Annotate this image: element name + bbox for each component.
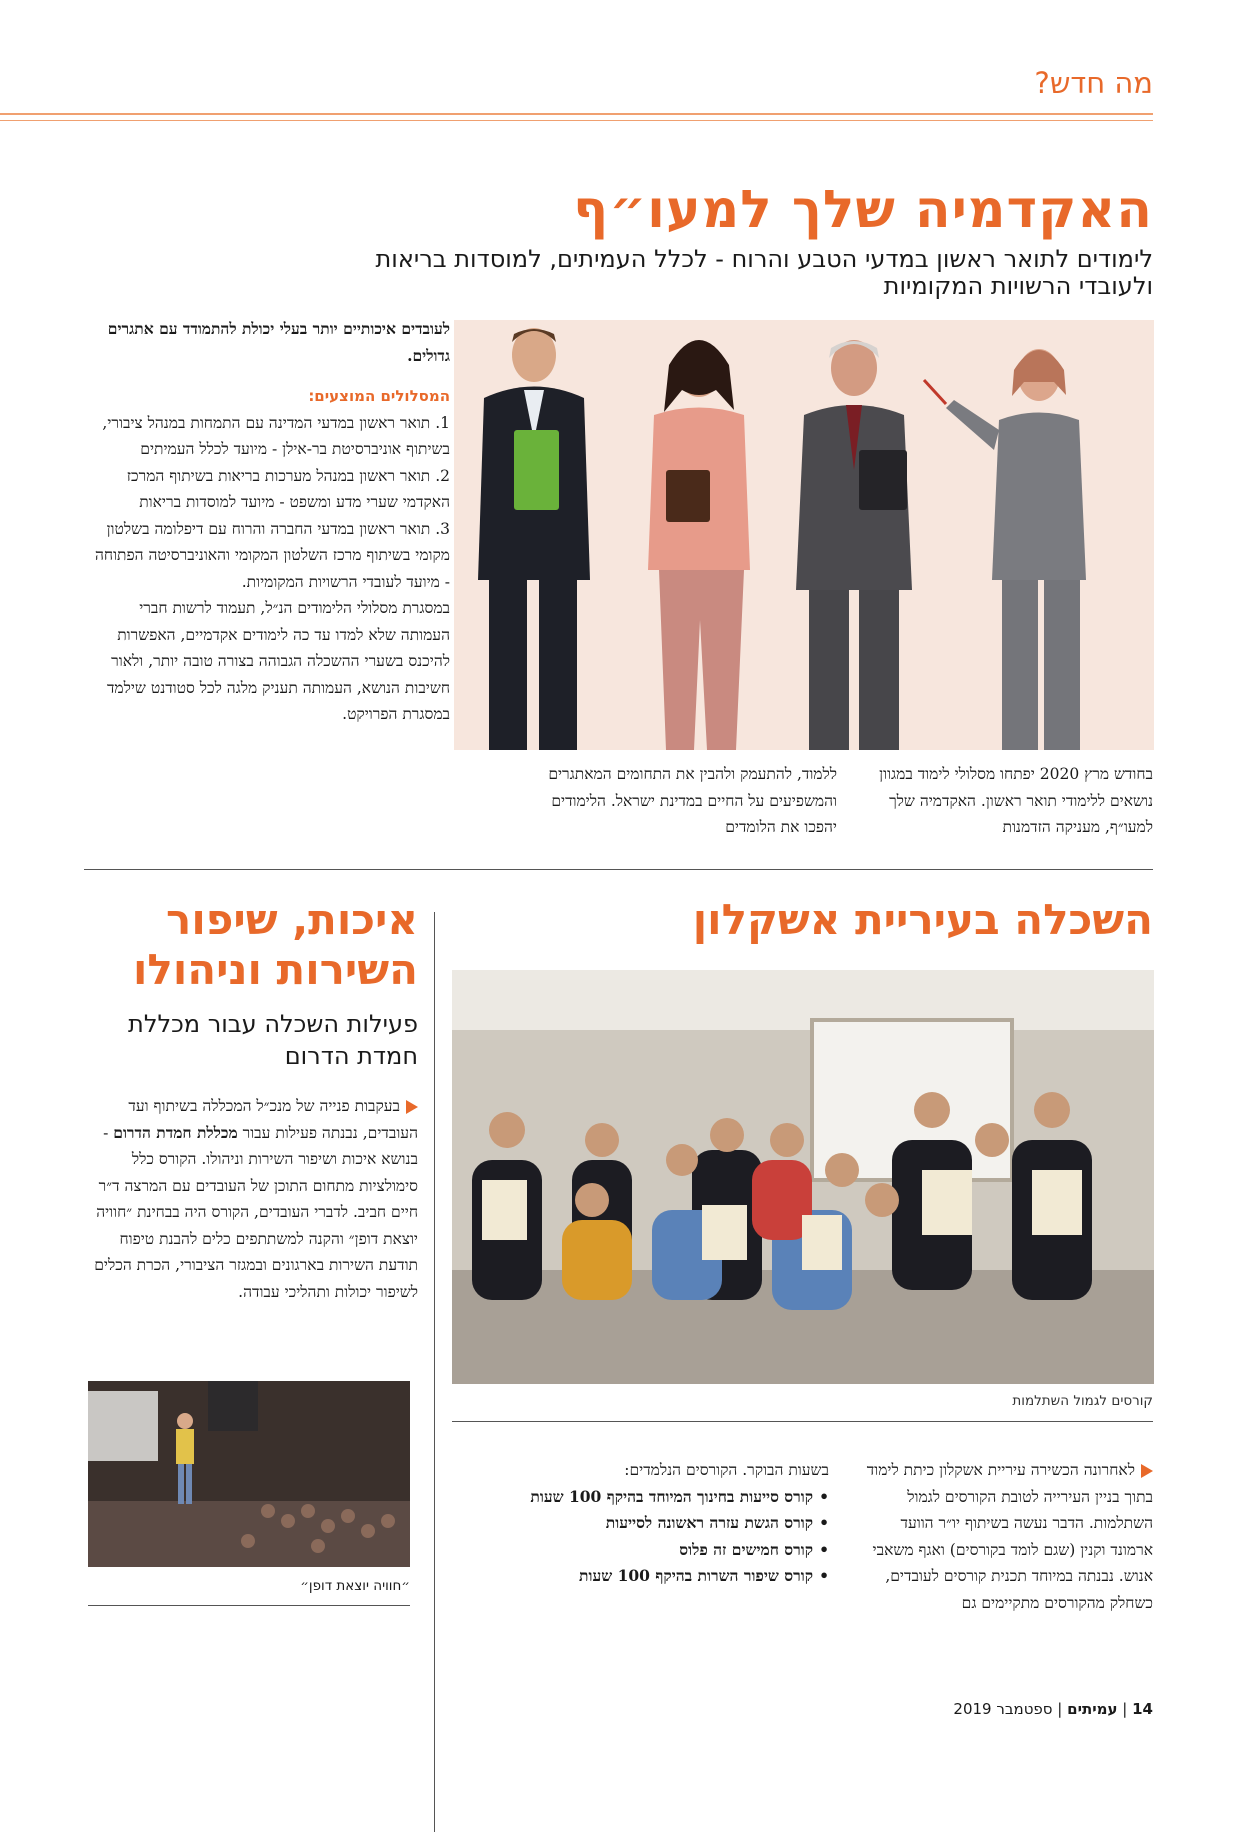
- list-item: • קורס הגשת עזרה ראשונה לסייעות: [529, 1510, 829, 1537]
- lecture-photo: [88, 1381, 410, 1567]
- header-rule: [0, 113, 1153, 115]
- page-number: 14: [1132, 1700, 1153, 1718]
- page-footer: [953, 1700, 1153, 1718]
- photo-caption: ״חוויה יוצאת דופן״: [300, 1578, 410, 1594]
- column-separator: [434, 912, 435, 1832]
- quality-body-bold: מכללת חמדת הדרום: [113, 1122, 238, 1142]
- sidebar-intro: לעובדים איכותיים יותר בעלי יכולת להתמודד עם אתגרים גדולים.: [107, 319, 450, 365]
- courses-intro: בשעות הבוקר. הקורסים הנלמדים:: [624, 1461, 829, 1479]
- track-item: 3. תואר ראשון במדעי החברה והרוח עם דיפלומה בשלטון מקומי בשיתוף מרכז השלטון המקומי והאוניברסיטה הפתוחה - מיועד לעובדי הרשויות המקומיות.: [95, 519, 450, 591]
- caption-rule: [452, 1421, 1153, 1422]
- course-list: [529, 1484, 829, 1590]
- sidebar-closing: במסגרת מסלולי הלימודים הנ״ל, תעמוד לרשות חברי העמותה שלא למדו עד כה לימודים אקדמיים, האפשרות להיכנס בשערי ההשכלה הגבוהה בצורה טובה יותר, ולאור חשיבות הנושא, העמותה תעניק מלגה לכל סטודנט שילמד במסגרת הפרויקט.: [106, 599, 450, 723]
- quality-body: [88, 1093, 418, 1305]
- quality-subtitle: פעילות השכלה עבור מכללת חמדת הדרום: [128, 1010, 418, 1070]
- article-body-middle: ללמוד, להתעמק ולהבין את התחומים המאתגרים והמשפיעים על החיים במדינת ישראל. הלימודים יהפכו את הלומדים: [548, 765, 837, 836]
- quality-body-text: - בנושא איכות ושיפור השירות וניהולו. הקורס כלל סימולציות מתחום התוכן של העובדים עם המרצה ד״ר חיים חביב. לדברי העובדים, הקורס היה בבחינת ״חוויה יוצאת דופן״ והקנה למשתתפים כלים להבנת טיפוח תודעת השירות בארגונים ובמגזר הציבורי, הכרת הכלים לשיפור יכולות ותהליכי עבודה.: [94, 1123, 418, 1301]
- article-title: האקדמיה שלך למעו״ף: [573, 180, 1153, 240]
- list-item: • קורס שיפור השרות בהיקף 100 שעות: [529, 1563, 829, 1590]
- track-item: 1. תואר ראשון במדעי המדינה עם התמחות במנהל ציבורי, בשיתוף אוניברסיטת בר-אילן - מיועד לכלל העמיתים: [102, 413, 450, 458]
- section-label: מה חדש?: [1034, 66, 1153, 100]
- list-item: • קורס סייעות בחינוך המיוחד בהיקף 100 שעות: [529, 1484, 829, 1511]
- ashkelon-body-text: לאחרונה הכשירה עיריית אשקלון כיתת לימוד בתוך בניין העירייה לטובת הקורסים לגמול השתלמות. הדבר נעשה בשיתוף יו״ר הוועד ארמונד וקנין (שגם לומד בקורסים) ואגף משאבי אנוש. נבנתה במיוחד תכנית קורסים לעובדים, כשחלק מהקורסים מתקיימים גם: [866, 1461, 1153, 1612]
- issue-date: ספטמבר 2019: [953, 1700, 1053, 1718]
- footer-separator: |: [1117, 1700, 1128, 1718]
- tracks-heading: המסלולים המוצעים:: [308, 387, 450, 405]
- ashkelon-body-middle: [529, 1457, 829, 1590]
- caption-rule: [88, 1605, 410, 1606]
- quality-body-text: בעקבות פנייה של מנכ״ל המכללה בשיתוף ועד העובדים, נבנתה פעילות עבור: [128, 1097, 418, 1142]
- hero-photo: [454, 320, 1154, 750]
- header-rule-thin: [0, 120, 1153, 121]
- group-photo: [452, 970, 1154, 1384]
- track-item: 2. תואר ראשון במנהל מערכות בריאות בשיתוף המרכז האקדמי שערי מדע ומשפט - מיועד למוסדות בריאות: [126, 466, 450, 511]
- sidebar-column: [88, 316, 450, 728]
- footer-separator: |: [1052, 1700, 1063, 1718]
- bullet-triangle-icon: [406, 1100, 418, 1114]
- article-subtitle: לימודים לתואר ראשון במדעי הטבע והרוח - לכלל העמיתים, למוסדות בריאות ולעובדי הרשויות המקומיות: [375, 245, 1153, 300]
- ashkelon-title: השכלה בעיריית אשקלון: [692, 895, 1153, 944]
- magazine-name: עמיתים: [1067, 1700, 1118, 1718]
- ashkelon-body-right: [858, 1457, 1153, 1616]
- photo-caption: קורסים לגמול השתלמות: [1012, 1393, 1153, 1409]
- article-body-right: בחודש מרץ 2020 יפתחו מסלולי לימוד במגוון נושאים ללימודי תואר ראשון. האקדמיה שלך למעו״ף, מעניקה הזדמנות: [879, 765, 1153, 836]
- quality-title: איכות, שיפור השירות וניהולו: [133, 895, 418, 994]
- section-divider: [84, 869, 1153, 870]
- bullet-triangle-icon: [1141, 1464, 1153, 1478]
- list-item: • קורס חמישים זה פלוס: [529, 1537, 829, 1564]
